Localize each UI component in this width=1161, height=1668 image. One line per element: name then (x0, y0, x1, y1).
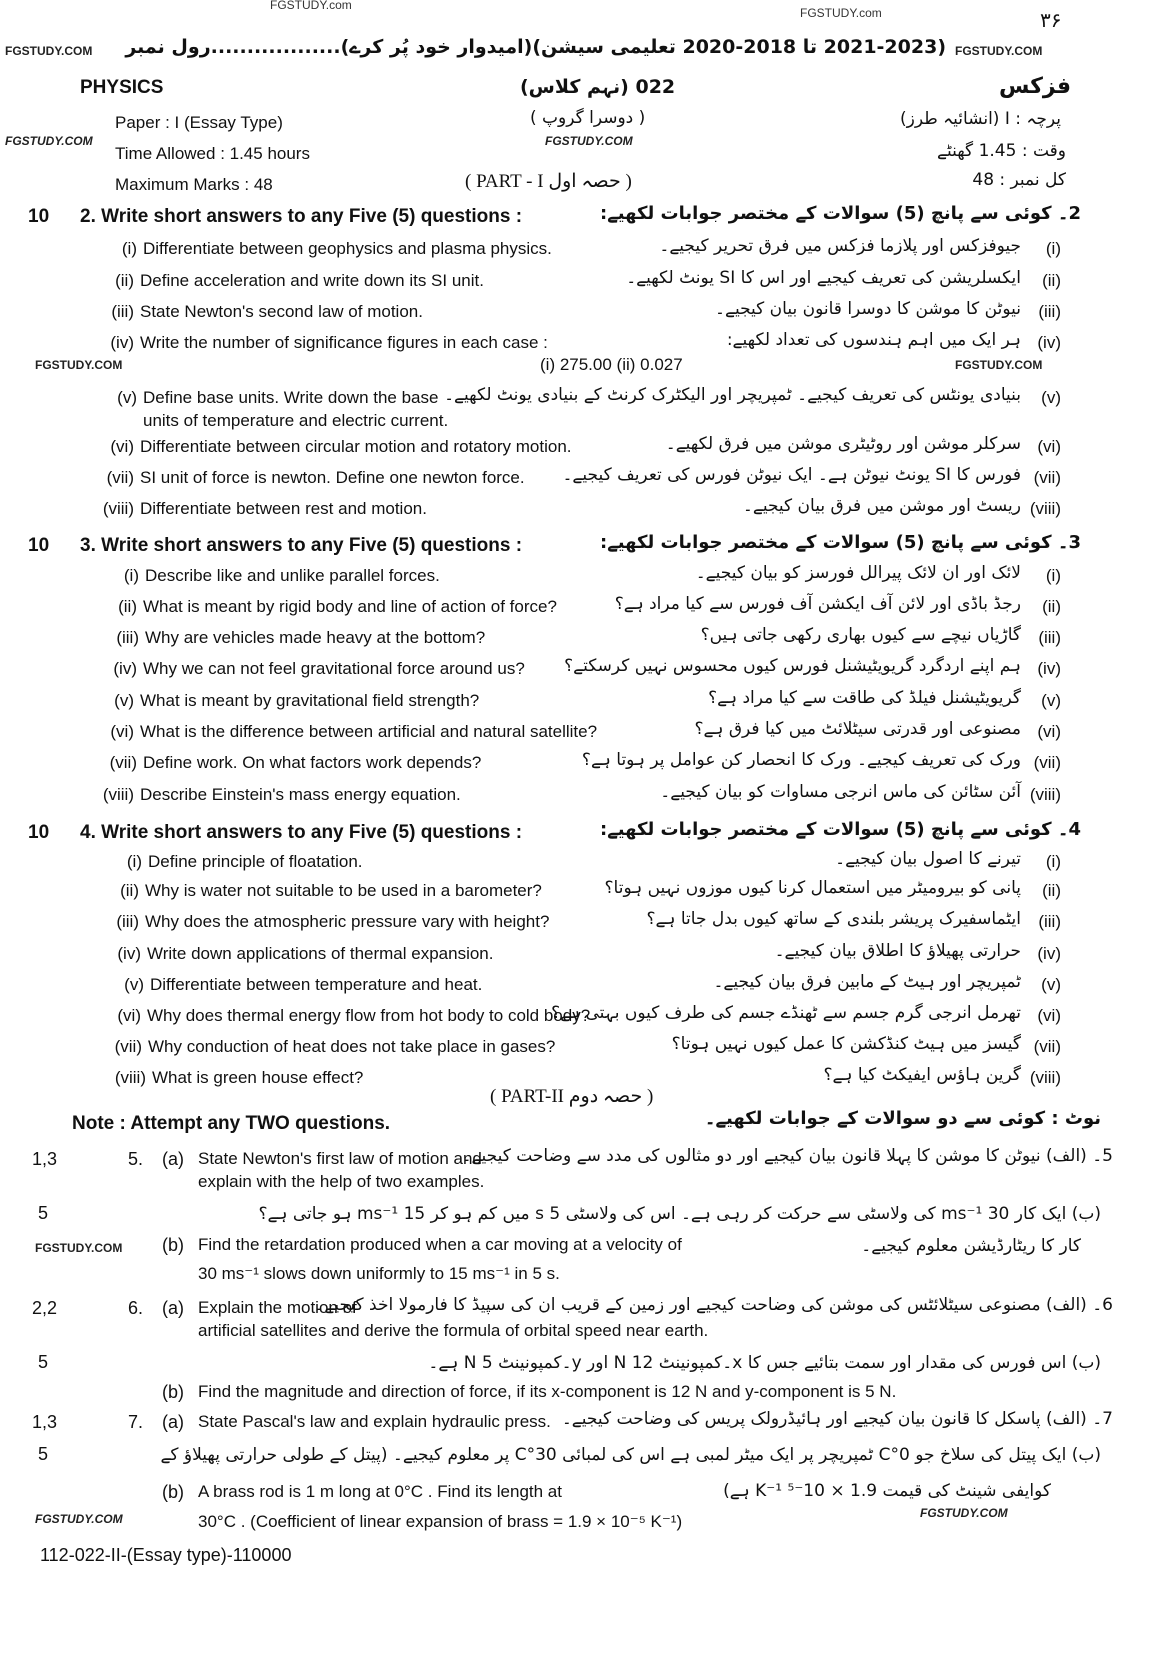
question-number: 6. (128, 1298, 144, 1318)
item-number-ur: (v) (1041, 388, 1061, 407)
item-text-en: What is the difference between artificial and natural satellite? (140, 722, 598, 741)
watermark: FGSTUDY.COM (35, 1512, 123, 1526)
item-text-en: Differentiate between temperature and heat. (150, 975, 483, 994)
item-text-ur: ورک کی تعریف کیجیے۔ ورک کا انحصار کن عوامل پر ہوتا ہے؟ (581, 750, 1021, 770)
item-number-en: (viii) (114, 1068, 146, 1087)
watermark: FGSTUDY.COM (5, 134, 93, 148)
item-number-en: (i) (121, 239, 137, 258)
part-b-en: A brass rod is 1 m long at 0°C . Find its length at (198, 1482, 562, 1501)
subject-en: PHYSICS (80, 77, 164, 98)
marks-en: Maximum Marks : 48 (115, 175, 273, 194)
item-text-en: Define principle of floatation. (148, 852, 363, 871)
part-b-en: Find the magnitude and direction of force, if its x-component is 12 N and y-component is 5 N. (198, 1382, 897, 1401)
item-text-en: Describe like and unlike parallel forces. (145, 566, 440, 585)
item-text-en: Why are vehicles made heavy at the bottom? (145, 628, 486, 647)
item-number-ur: (iv) (1037, 333, 1061, 352)
question-marks: 2,2 (32, 1298, 58, 1318)
question-marks: 10 (28, 206, 50, 227)
item-text-en: Define acceleration and write down its SI unit. (140, 271, 484, 290)
item-number-en: (iii) (111, 302, 134, 321)
watermark: FGSTUDY.com (800, 6, 882, 20)
question-heading-ur: 4۔ کوئی سے پانچ (5) سوالات کے مختصر جوابات لکھیے: (600, 819, 1081, 840)
group-ur: ( دوسرا گروپ ) (530, 108, 646, 128)
item-text-ur: فورس کا SI یونٹ نیوٹن ہے۔ ایک نیوٹن فورس کی تعریف کیجیے۔ (562, 465, 1021, 485)
item-text-ur: ایکسلریشن کی تعریف کیجیے اور اس کا SI یونٹ لکھیے۔ (626, 268, 1021, 288)
watermark: FGSTUDY.COM (35, 1241, 123, 1255)
paper-ur: پرچہ : I (انشائیہ طرز) (900, 109, 1061, 129)
item-text-en: What is green house effect? (152, 1068, 364, 1087)
item-text-en: Differentiate between circular motion and rotatory motion. (140, 437, 572, 456)
page-number: ۳۶ (1040, 10, 1062, 32)
item-number-ur: (viii) (1029, 785, 1061, 804)
item-text-ur: گیسز میں ہیٹ کنڈکشن کا عمل کیوں نہیں ہوتا؟ (671, 1034, 1021, 1054)
item-text-en: Write the number of significance figures in each case : (140, 333, 548, 352)
item-number-ur: (viii) (1029, 1068, 1061, 1087)
part-b-ur: (ب) ایک پیتل کی سلاخ جو 0°C ٹمپریچر پر ایک میٹر لمبی ہے اس کی لمبائی 30°C پر معلوم کیجیے۔ (پیتل کے طولی حرارتی پھیلاؤ کے (160, 1445, 1101, 1465)
item-text-ur: تھرمل انرجی گرم جسم سے ٹھنڈے جسم کی طرف کیوں بہتی ہے؟ (551, 1003, 1021, 1023)
part-label: (a) (162, 1149, 184, 1169)
watermark: FGSTUDY.COM (35, 358, 123, 372)
item-number-ur: (vi) (1037, 1006, 1061, 1025)
item-text-ur: گاڑیاں نیچے سے کیوں بھاری رکھی جاتی ہیں؟ (700, 625, 1021, 645)
part1-title: ( PART - I حصہ اول ) (465, 171, 632, 192)
part-b-ur-cont: کار کا ریٹارڈیشن معلوم کیجیے۔ (861, 1236, 1081, 1256)
item-text-en: Why is water not suitable to be used in a barometer? (145, 881, 542, 900)
class-code: 022 (نہم کلاس) (520, 76, 676, 98)
item-text-en: Write down applications of thermal expansion. (147, 944, 494, 963)
part-label: (b) (162, 1235, 184, 1255)
question-marks: 1,3 (32, 1412, 58, 1432)
item-number-en: (ii) (118, 597, 137, 616)
item-text-en: SI unit of force is newton. Define one newton force. (140, 468, 525, 487)
item-number-ur: (ii) (1042, 597, 1061, 616)
item-text-en: Why we can not feel gravitational force around us? (143, 659, 525, 678)
item-number-ur: (vi) (1037, 437, 1061, 456)
watermark: FGSTUDY.COM (545, 134, 633, 148)
item-text-ur: پانی کو بیرومیٹر میں استعمال کرنا کیوں موزوں نہیں ہوتا؟ (604, 878, 1021, 898)
footer-code: 112-022-II-(Essay type)-110000 (40, 1545, 292, 1565)
part-label: (a) (162, 1412, 184, 1432)
item-number-ur: (i) (1045, 852, 1061, 871)
item-number-en: (iv) (113, 659, 137, 678)
item-number-en: (ii) (115, 271, 134, 290)
item-number-en: (iii) (116, 912, 139, 931)
item-text-ur: گریویٹیشنل فیلڈ کی طاقت سے کیا مراد ہے؟ (708, 688, 1021, 708)
item-text-ur: لائک اور ان لائک پیرالل فورسز کو بیان کیجیے۔ (695, 563, 1021, 583)
watermark: FGSTUDY.COM (920, 1506, 1008, 1520)
item-text-en: Define work. On what factors work depends? (143, 753, 482, 772)
item-text-ur: سرکلر موشن اور روٹیٹری موشن میں فرق لکھیے۔ (665, 434, 1021, 454)
item-number-en: (iv) (110, 333, 134, 352)
question-marks: 10 (28, 535, 50, 556)
item-number-ur: (v) (1041, 691, 1061, 710)
item-number-en: (i) (123, 566, 139, 585)
item-number-en: (vii) (114, 1037, 142, 1056)
note-ur: نوٹ : کوئی سے دو سوالات کے جوابات لکھیے۔ (704, 1108, 1101, 1129)
item-text-en: What is meant by gravitational field strength? (140, 691, 480, 710)
item-number-ur: (iii) (1038, 912, 1061, 931)
item-text-ur: گرین ہاؤس ایفیکٹ کیا ہے؟ (823, 1065, 1021, 1085)
question-marks: 5 (38, 1352, 49, 1372)
item-text-en: What is meant by rigid body and line of action of force? (143, 597, 557, 616)
item-text-ur: رجڈ باڈی اور لائن آف ایکشن آف فورس سے کیا مراد ہے؟ (614, 594, 1021, 614)
item-number-en: (vii) (109, 753, 137, 772)
question-marks: 10 (28, 822, 50, 843)
item-text-ur: ٹمپریچر اور ہیٹ کے مابین فرق بیان کیجیے۔ (713, 972, 1021, 992)
item-text-en: Why does thermal energy flow from hot body to cold body? (147, 1006, 591, 1025)
item-text-en: State Newton's second law of motion. (140, 302, 423, 321)
part-a-en-cont: explain with the help of two examples. (198, 1172, 485, 1191)
item-number-en: (vi) (110, 437, 134, 456)
question-heading-en: 4. Write short answers to any Five (5) questions : (80, 822, 523, 843)
item-text-en: Describe Einstein's mass energy equation. (140, 785, 461, 804)
note-en: Note : Attempt any TWO questions. (72, 1113, 391, 1134)
part-a-en: State Pascal's law and explain hydraulic press. (198, 1412, 551, 1431)
item-number-en: (viii) (102, 785, 134, 804)
item-text-ur: ہر ایک میں اہم ہندسوں کی تعداد لکھیے: (726, 330, 1021, 350)
item-text-ur: ہم اپنے اردگرد گریویٹیشنل فورس کیوں محسوس نہیں کرسکتے؟ (564, 656, 1021, 676)
part-b-ur: (ب) ایک کار 30 ms⁻¹ کی ولاسٹی سے حرکت کر رہی ہے۔ اس کی ولاسٹی 5 s میں کم ہو کر 15 ms⁻¹ ہو جاتی ہے؟ (258, 1204, 1101, 1224)
item-number-en: (vi) (117, 1006, 141, 1025)
part-label: (b) (162, 1382, 184, 1402)
item-text-en: Why does the atmospheric pressure vary with height? (145, 912, 550, 931)
item-number-ur: (iv) (1037, 944, 1061, 963)
time-ur: وقت : 1.45 گھنٹے (937, 141, 1066, 161)
question-marks: 5 (38, 1444, 49, 1464)
watermark: FGSTUDY.COM (5, 44, 93, 58)
item-number-ur: (iii) (1038, 628, 1061, 647)
item-number-en: (i) (126, 852, 142, 871)
item-number-en: (iv) (117, 944, 141, 963)
item-text-ur: بنیادی یونٹس کی تعریف کیجیے۔ ٹمپریچر اور الیکٹرک کرنٹ کے بنیادی یونٹ لکھیے۔ (444, 385, 1021, 405)
watermark: FGSTUDY.COM (955, 358, 1043, 372)
part-b-en-cont: 30°C . (Coefficient of linear expansion of brass = 1.9 × 10⁻⁵ K⁻¹) (198, 1512, 683, 1531)
question-number: 7. (128, 1412, 144, 1432)
marks-ur: کل نمبر : 48 (972, 170, 1066, 190)
question-number: 5. (128, 1149, 144, 1169)
item-number-ur: (vii) (1033, 753, 1061, 772)
part-a-en: State Newton's first law of motion and (198, 1149, 482, 1168)
question-marks: 5 (38, 1203, 49, 1223)
item-number-ur: (iii) (1038, 302, 1061, 321)
item-number-en: (ii) (120, 881, 139, 900)
item-number-en: (iii) (116, 628, 139, 647)
item-number-ur: (ii) (1042, 271, 1061, 290)
part-a-en: Explain the motion of (198, 1298, 357, 1317)
item-sub-values: (i) 275.00 (ii) 0.027 (540, 355, 683, 374)
item-text-ur: جیوفزکس اور پلازما فزکس میں فرق تحریر کیجیے۔ (659, 236, 1021, 256)
part-b-en-cont: 30 ms⁻¹ slows down uniformly to 15 ms⁻¹ in 5 s. (198, 1264, 560, 1283)
item-text-en: Differentiate between geophysics and plasma physics. (143, 239, 552, 258)
watermark: FGSTUDY.COM (955, 44, 1043, 58)
time-en: Time Allowed : 1.45 hours (115, 144, 310, 163)
item-number-en: (v) (124, 975, 144, 994)
item-text-ur: حرارتی پھیلاؤ کا اطلاق بیان کیجیے۔ (774, 941, 1021, 961)
item-number-en: (vi) (110, 722, 134, 741)
item-text-ur: مصنوعی اور قدرتی سیٹلائٹ میں کیا فرق ہے؟ (694, 719, 1021, 739)
question-heading-en: 3. Write short answers to any Five (5) questions : (80, 535, 523, 556)
item-number-en: (v) (117, 388, 137, 407)
item-number-ur: (viii) (1029, 499, 1061, 518)
item-number-ur: (iv) (1037, 659, 1061, 678)
item-text-ur: نیوٹن کا موشن کا دوسرا قانون بیان کیجیے۔ (715, 299, 1021, 319)
item-number-en: (vii) (106, 468, 134, 487)
part2-title: ( PART-II حصہ دوم ) (490, 1086, 654, 1107)
paper-en: Paper : I (Essay Type) (115, 113, 283, 132)
item-number-ur: (v) (1041, 975, 1061, 994)
item-text-ur: ریسٹ اور موشن میں فرق بیان کیجیے۔ (742, 496, 1021, 516)
item-text-ur: تیرنے کا اصول بیان کیجیے۔ (835, 849, 1021, 869)
session-line: (2021-2023 تا 2018-2020 تعلیمی سیشن)(امیدوار خود پُر کرے)..................رول نمبر (125, 36, 946, 58)
item-number-en: (v) (114, 691, 134, 710)
item-text-en-cont: units of temperature and electric current. (143, 411, 449, 430)
question-heading-en: 2. Write short answers to any Five (5) questions : (80, 206, 523, 227)
item-number-ur: (i) (1045, 566, 1061, 585)
part-a-ur: 5۔ (الف) نیوٹن کا موشن کا پہلا قانون بیان کیجیے اور دو مثالوں کی مدد سے وضاحت کیجیے۔ (461, 1146, 1113, 1166)
part-label: (a) (162, 1298, 184, 1318)
question-heading-ur: 2۔ کوئی سے پانچ (5) سوالات کے مختصر جوابات لکھیے: (600, 203, 1081, 224)
watermark: FGSTUDY.com (270, 0, 352, 12)
part-b-en: Find the retardation produced when a car moving at a velocity of (198, 1235, 682, 1254)
item-text-en: Why conduction of heat does not take place in gases? (148, 1037, 556, 1056)
item-text-en: Differentiate between rest and motion. (140, 499, 427, 518)
item-text-en: Define base units. Write down the base (143, 388, 439, 407)
item-number-ur: (vi) (1037, 722, 1061, 741)
part-label: (b) (162, 1482, 184, 1502)
item-number-ur: (vii) (1033, 468, 1061, 487)
part-b-ur-cont: کوایفی شینٹ کی قیمت 1.9 × 10⁻⁵ K⁻¹ ہے) (723, 1481, 1051, 1501)
part-b-ur: (ب) اس فورس کی مقدار اور سمت بتائیے جس کا x۔کمپونینٹ 12 N اور y۔کمپونینٹ 5 N ہے۔ (428, 1353, 1101, 1373)
item-text-ur: ایٹماسفیرک پریشر بلندی کے ساتھ کیوں بدل جاتا ہے؟ (646, 909, 1021, 929)
subject-ur: فزکس (999, 74, 1071, 99)
item-number-ur: (vii) (1033, 1037, 1061, 1056)
item-number-ur: (ii) (1042, 881, 1061, 900)
item-text-ur: آئن سٹائن کی ماس انرجی مساوات کو بیان کیجیے۔ (660, 782, 1021, 802)
part-a-en-cont: artificial satellites and derive the formula of orbital speed near earth. (198, 1321, 709, 1340)
item-number-en: (viii) (102, 499, 134, 518)
item-number-ur: (i) (1045, 239, 1061, 258)
part-a-ur: 7۔ (الف) پاسکل کا قانون بیان کیجیے اور ہائیڈرولک پریس کی وضاحت کیجیے۔ (561, 1409, 1113, 1429)
part-a-ur: 6۔ (الف) مصنوعی سیٹلائٹس کی موشن کی وضاحت کیجیے اور زمین کے قریب ان کی سپیڈ کا فارمولا اخذ کیجیے۔ (314, 1295, 1113, 1315)
question-marks: 1,3 (32, 1149, 58, 1169)
question-heading-ur: 3۔ کوئی سے پانچ (5) سوالات کے مختصر جوابات لکھیے: (600, 532, 1081, 553)
